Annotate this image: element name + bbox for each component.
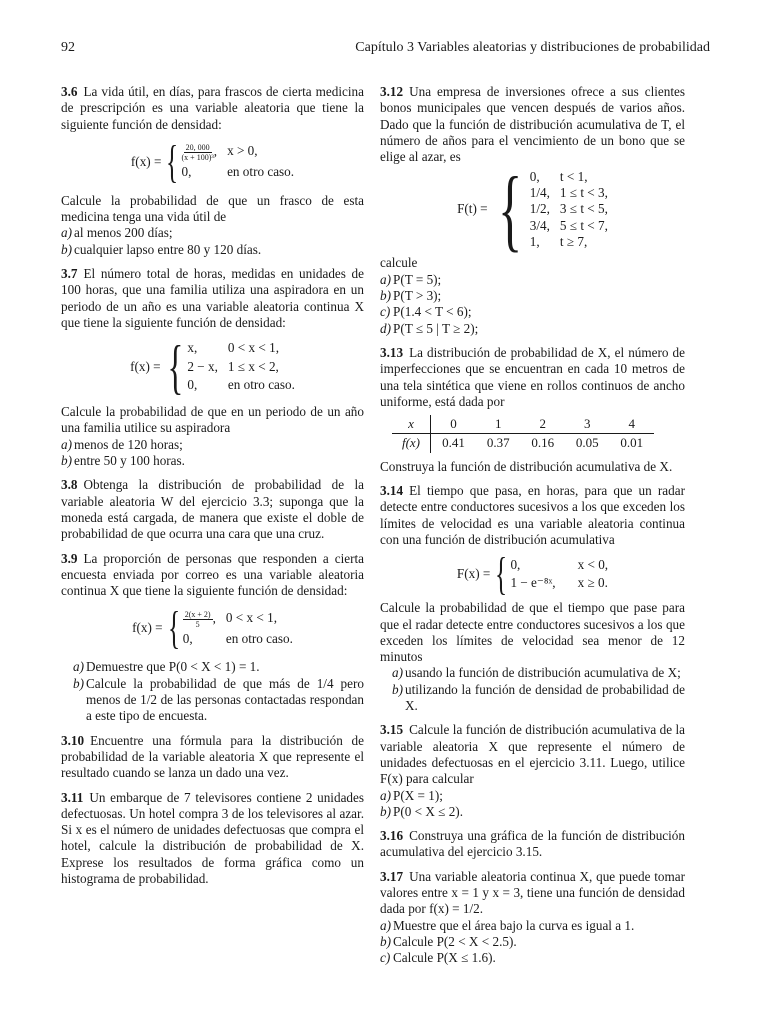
- exercise-text: Construya una gráfica de la función de distribución acumulativa del ejercicio 3.15.: [380, 828, 685, 860]
- exercise-3-14: [380, 483, 685, 714]
- formula-cases: [187, 340, 295, 393]
- list-item: [380, 321, 685, 337]
- formula-cases: [183, 610, 293, 647]
- exercise-question: Construya la función de distribución acumulativa de X.: [380, 458, 673, 474]
- table-header-row: [392, 415, 654, 434]
- item-text: cualquier lapso entre 80 y 120 días.: [74, 241, 262, 257]
- cdf-formula: [380, 158, 685, 261]
- case-condition: x > 0,: [227, 143, 258, 159]
- fraction: [182, 143, 214, 162]
- exercise-text: El número total de horas, medidas en unidades de 100 horas, que una familia utiliza una aspiradora en un periodo de un año es una variable aleatoria continua X que tiene la siguiente función de densidad:: [61, 266, 364, 330]
- item-text: al menos 200 días;: [74, 225, 173, 241]
- chapter-header: Capítulo 3 Variables aleatorias y distribuciones de probabilidad: [355, 40, 710, 55]
- list-item: [61, 676, 364, 725]
- cdf-formula: [380, 548, 685, 600]
- exercise-text: La vida útil, en días, para frascos de cierta medicina de prescripción es una variable aleatoria que tiene la siguiente función de densidad:: [61, 84, 364, 132]
- formula-lhs: f(x) =: [130, 153, 162, 169]
- page-number: 92: [61, 40, 75, 55]
- item-label: a): [380, 917, 391, 933]
- item-label: b): [61, 241, 72, 257]
- case-value: 0,: [510, 556, 521, 572]
- exercise-number: 3.9: [61, 550, 78, 566]
- item-text: Demuestre que P(0 < X < 1) = 1.: [86, 659, 260, 675]
- item-list: [61, 659, 364, 724]
- table-cell: 0.01: [620, 435, 644, 451]
- case-condition: en otro caso.: [225, 630, 293, 646]
- case-condition: 1 ≤ t < 3,: [559, 185, 608, 201]
- fraction-numerator: 2(x + 2): [184, 609, 211, 619]
- formula-lhs: f(x) =: [132, 620, 163, 636]
- item-text: menos de 120 horas;: [74, 436, 183, 452]
- item-list: [380, 918, 685, 967]
- exercise-number: 3.8: [61, 477, 78, 493]
- density-formula: [61, 602, 364, 654]
- table-row: [392, 434, 654, 453]
- item-label: b): [61, 453, 72, 469]
- probability-table: [392, 415, 654, 453]
- case-condition: t < 1,: [559, 168, 588, 184]
- item-text: P(T ≤ 5 | T ≥ 2);: [393, 320, 479, 336]
- table-cell: 3: [565, 415, 610, 434]
- item-label: b): [380, 933, 391, 949]
- item-list: [380, 272, 685, 337]
- exercise-text: Calcule la función de distribución acumulativa de la variable aleatoria X que represente el número de unidades defectuosas en el ejercicio 3.11. Luego, utilice F(x) para calcular: [380, 722, 685, 787]
- item-list: [380, 665, 685, 714]
- list-item: [380, 665, 685, 681]
- case-condition: en otro caso.: [227, 376, 295, 392]
- brace-icon: {: [166, 135, 179, 187]
- item-text: utilizando la función de densidad de probabilidad de X.: [405, 681, 685, 714]
- case-value: 2 − x,: [187, 358, 218, 374]
- case-condition: 0 < x < 1,: [227, 340, 280, 356]
- item-label: a): [380, 787, 391, 803]
- exercise-number: 3.12: [380, 84, 404, 99]
- table-cell: 1: [476, 415, 521, 434]
- formula-lhs: F(t) =: [457, 201, 488, 217]
- list-item: [380, 918, 685, 934]
- formula-cases: [530, 169, 608, 250]
- exercise-3-7: [61, 266, 364, 469]
- right-column: [380, 84, 685, 974]
- exercise-number: 3.10: [61, 732, 85, 748]
- exercise-text: La distribución de probabilidad de X, el número de imperfecciones que se encuentran en cada 10 metros de una tela sintética que viene en rollos continuos de ancho uniforme, está dada por: [380, 344, 685, 409]
- item-text: P(T = 5);: [393, 271, 442, 287]
- table-cell: 0.16: [531, 435, 555, 451]
- list-item: [380, 950, 685, 966]
- exercise-number: 3.7: [61, 266, 78, 282]
- item-label: c): [380, 304, 391, 320]
- density-formula: [61, 333, 364, 400]
- exercise-3-17: [380, 869, 685, 967]
- list-item: [61, 225, 364, 241]
- exercise-text: La proporción de personas que responden a cierta encuesta enviada por correo es una variable aleatoria continua X que tiene la siguiente función de densidad:: [61, 550, 364, 599]
- formula-cases: [510, 557, 608, 592]
- item-label: d): [380, 320, 391, 336]
- fraction-denominator: (x + 100)³: [181, 153, 214, 163]
- case-value: 0,: [182, 630, 193, 646]
- case-value: $\frac{2(x + 2)}{5}$ ,: [184, 609, 216, 629]
- table-cell: 0.37: [486, 435, 510, 451]
- table-cell: 0.41: [442, 435, 465, 451]
- exercise-question: Calcule la probabilidad de que en un periodo de un año una familia utilice su aspiradora: [61, 404, 364, 436]
- item-label: c): [380, 950, 391, 966]
- formula-cases: [182, 143, 295, 180]
- item-label: b): [380, 288, 391, 304]
- list-item: [380, 288, 685, 304]
- table-row-label: f(x): [392, 434, 431, 453]
- exercise-3-12: [380, 84, 685, 337]
- fraction-numerator: 20, 000: [185, 143, 210, 153]
- case-value: x,: [187, 340, 198, 356]
- exercise-3-13: [380, 345, 685, 475]
- brace-icon: {: [167, 333, 183, 400]
- case-value: 1/4,: [529, 185, 550, 201]
- item-text: Calcule la probabilidad de que más de 1/4 pero menos de 1/2 de las personas contactadas respondan a este tipo de encuesta.: [86, 675, 364, 724]
- table-cell: 0: [431, 415, 476, 434]
- case-condition: en otro caso.: [227, 164, 295, 180]
- exercise-text: Un embarque de 7 televisores contiene 2 unidades defectuosas. Un hotel compra 3 de los televisores al azar. Si x es el número de unidades defectuosas que compra el hotel, calcule la distribución de probabilidad de X. Exprese los resultados de forma gráfica como un histograma de probabilidad.: [61, 789, 364, 886]
- case-condition: x ≥ 0.: [577, 575, 608, 591]
- item-text: Muestre que el área bajo la curva es igual a 1.: [393, 917, 635, 933]
- brace-icon: {: [495, 548, 508, 600]
- exercise-3-9: [61, 551, 364, 725]
- exercise-number: 3.6: [61, 84, 78, 99]
- exercise-3-11: [61, 790, 364, 888]
- item-text: P(1.4 < T < 6);: [393, 304, 472, 320]
- item-text: Calcule P(2 < X < 2.5).: [393, 933, 517, 949]
- list-item: [380, 682, 685, 715]
- item-text: usando la función de distribución acumulativa de X;: [405, 665, 681, 681]
- list-item: [61, 659, 364, 675]
- case-value: 1 − e⁻⁸ˣ,: [510, 575, 556, 591]
- exercise-number: 3.13: [380, 344, 404, 360]
- exercise-number: 3.17: [380, 868, 404, 884]
- exercise-3-6: [61, 84, 364, 258]
- item-text: P(X = 1);: [393, 787, 443, 803]
- table-cell: 4: [609, 415, 654, 434]
- item-list: [61, 437, 364, 470]
- exercise-text: Una variable aleatoria continua X, que puede tomar valores entre x = 1 y x = 3, tiene una función de densidad dada por f(x) = 1/2.: [380, 868, 685, 917]
- item-text: entre 50 y 100 horas.: [74, 453, 185, 469]
- exercise-3-8: [61, 477, 364, 542]
- list-item: [380, 788, 685, 804]
- item-label: a): [392, 665, 403, 681]
- exercise-number: 3.16: [380, 828, 404, 844]
- item-text: Calcule P(X ≤ 1.6).: [393, 950, 496, 966]
- density-formula: [61, 135, 364, 187]
- item-list: [61, 225, 364, 258]
- exercise-text: Una empresa de inversiones ofrece a sus clientes bonos municipales que vencen después de varios años. Dado que la función de distribución acumulativa de T, el número de años para el vencimiento de un bono que se elige al azar, es: [380, 84, 685, 165]
- exercise-number: 3.11: [61, 789, 84, 805]
- case-condition: 0 < x < 1,: [225, 609, 277, 625]
- formula-lhs: F(x) =: [456, 566, 491, 582]
- list-item: [61, 453, 364, 469]
- fraction: [183, 610, 213, 629]
- list-item: [380, 272, 685, 288]
- list-item: [380, 304, 685, 320]
- case-value: 0,: [187, 376, 198, 392]
- exercise-text: El tiempo que pasa, en horas, para que un radar detecte entre conductores sucesivos a los que exceden los límites de velocidad es una variable aleatoria continua con una función de distribución acumulativa: [380, 483, 685, 547]
- item-label: b): [392, 681, 403, 697]
- item-label: a): [61, 436, 72, 452]
- item-label: a): [380, 271, 391, 287]
- exercise-question: Calcule la probabilidad de que un frasco de esta medicina tenga una vida útil de: [61, 192, 364, 225]
- case-value: 1,: [529, 233, 540, 249]
- case-value: 1/2,: [529, 201, 550, 217]
- brace-icon: {: [167, 602, 180, 654]
- item-list: [380, 788, 685, 821]
- item-text: P(0 < X ≤ 2).: [393, 803, 463, 819]
- fraction-denominator: 5: [195, 619, 200, 629]
- case-value: 3/4,: [529, 217, 550, 233]
- list-item: [61, 437, 364, 453]
- case-value: 0,: [181, 164, 192, 180]
- item-label: b): [73, 675, 84, 691]
- list-item: [380, 934, 685, 950]
- exercise-question: Calcule la probabilidad de que el tiempo que pase para que el radar detecte entre conductores sucesivos a los que exceden los límites de velocidad sea menor de 12 minutos: [380, 600, 685, 665]
- item-text: P(T > 3);: [393, 288, 442, 304]
- exercise-3-16: [380, 828, 685, 861]
- exercise-question: calcule: [380, 255, 418, 271]
- brace-icon: {: [497, 158, 522, 261]
- case-condition: 1 ≤ x < 2,: [227, 358, 279, 374]
- item-label: b): [380, 803, 391, 819]
- table-row-label: x: [392, 415, 431, 434]
- exercise-number: 3.15: [380, 722, 404, 738]
- case-condition: t ≥ 7,: [559, 233, 588, 249]
- left-column: [61, 84, 364, 895]
- table-cell: 2: [520, 415, 565, 434]
- case-condition: x < 0,: [577, 556, 609, 572]
- case-value: 0,: [529, 168, 540, 184]
- exercise-3-15: [380, 722, 685, 820]
- exercise-text: Encuentre una fórmula para la distribución de probabilidad de la variable aleatoria X que represente el resultado cuando se lanza un dado una vez.: [61, 732, 364, 781]
- exercise-number: 3.14: [380, 483, 404, 499]
- table-cell: 0.05: [575, 435, 599, 451]
- exercise-3-10: [61, 733, 364, 782]
- list-item: [61, 242, 364, 258]
- item-label: a): [61, 225, 72, 241]
- item-label: a): [73, 659, 84, 675]
- case-condition: 3 ≤ t < 5,: [559, 201, 608, 217]
- formula-lhs: f(x) =: [130, 358, 161, 374]
- exercise-text: Obtenga la distribución de probabilidad de la variable aleatoria W del ejercicio 3.3; suponga que la moneda está cargada, de manera que existe el doble de probabilidad de que ocurra una cara que una cruz.: [61, 477, 364, 542]
- case-condition: 5 ≤ t < 7,: [559, 217, 608, 233]
- list-item: [380, 804, 685, 820]
- case-value: $\frac{20, 000}{\text{(x + 100)³}}$ ,: [181, 143, 218, 163]
